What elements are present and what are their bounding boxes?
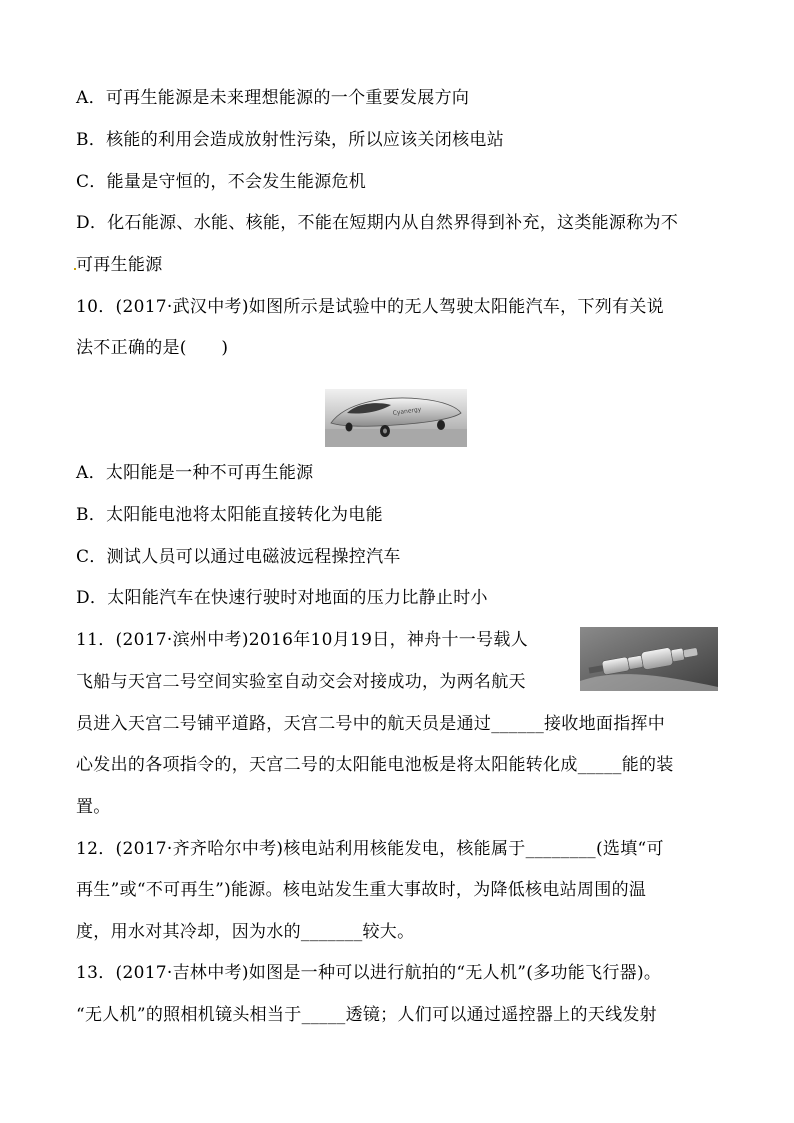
q9-option-c: C．能量是守恒的，不会发生能源危机	[76, 172, 367, 192]
q11-line2: 飞船与天宫二号空间实验室自动交会对接成功，为两名航天	[76, 672, 526, 692]
q10-stem-line2: 法不正确的是( )	[76, 338, 229, 358]
q13-line1: 13．(2017·吉林中考)如图是一种可以进行航拍的“无人机”(多功能飞行器)。	[76, 963, 662, 983]
spacecraft-illustration	[580, 627, 718, 691]
q10-stem-line1: 10．(2017·武汉中考)如图所示是试验中的无人驾驶太阳能汽车，下列有关说	[76, 297, 664, 317]
q12-line1: 12．(2017·齐齐哈尔中考)核电站利用核能发电，核能属于________(选填“可	[76, 839, 664, 859]
solar-car-illustration	[325, 389, 467, 447]
solar-car-image	[325, 389, 467, 447]
q9-option-a: A．可再生能源是未来理想能源的一个重要发展方向	[76, 88, 470, 108]
q11-line1: 11．(2017·滨州中考)2016年10月19日，神舟十一号载人	[76, 630, 528, 650]
q10-option-c: C．测试人员可以通过电磁波远程操控汽车	[76, 547, 401, 567]
q13-line2: “无人机”的照相机镜头相当于_____透镜；人们可以通过遥控器上的天线发射	[76, 1005, 657, 1025]
car-label-text: Cyanergy	[392, 406, 422, 417]
q12-line2: 再生”或“不可再生”)能源。核电站发生重大事故时，为降低核电站周围的温	[76, 880, 647, 900]
q9-option-d: D．化石能源、水能、核能，不能在短期内从自然界得到补充，这类能源称为不	[76, 213, 679, 233]
spacecraft-docking-image	[580, 627, 718, 691]
q11-line4: 心发出的各项指令的，天宫二号的太阳能电池板是将太阳能转化成_____能的装	[76, 755, 674, 775]
q10-option-a: A．太阳能是一种不可再生能源	[76, 463, 314, 483]
q10-option-b: B．太阳能电池将太阳能直接转化为电能	[76, 505, 383, 525]
q10-option-d: D．太阳能汽车在快速行驶时对地面的压力比静止时小	[76, 588, 488, 608]
q12-line3: 度，用水对其冷却，因为水的_______较大。	[76, 922, 415, 942]
q11-line5: 置。	[76, 797, 111, 817]
q11-line3: 员进入天宫二号铺平道路，天宫二号中的航天员是通过______接收地面指挥中	[76, 714, 666, 734]
q9-option-b: B．核能的利用会造成放射性污染，所以应该关闭核电站	[76, 130, 504, 150]
q9-option-d-cont: 可再生能源	[76, 255, 163, 275]
